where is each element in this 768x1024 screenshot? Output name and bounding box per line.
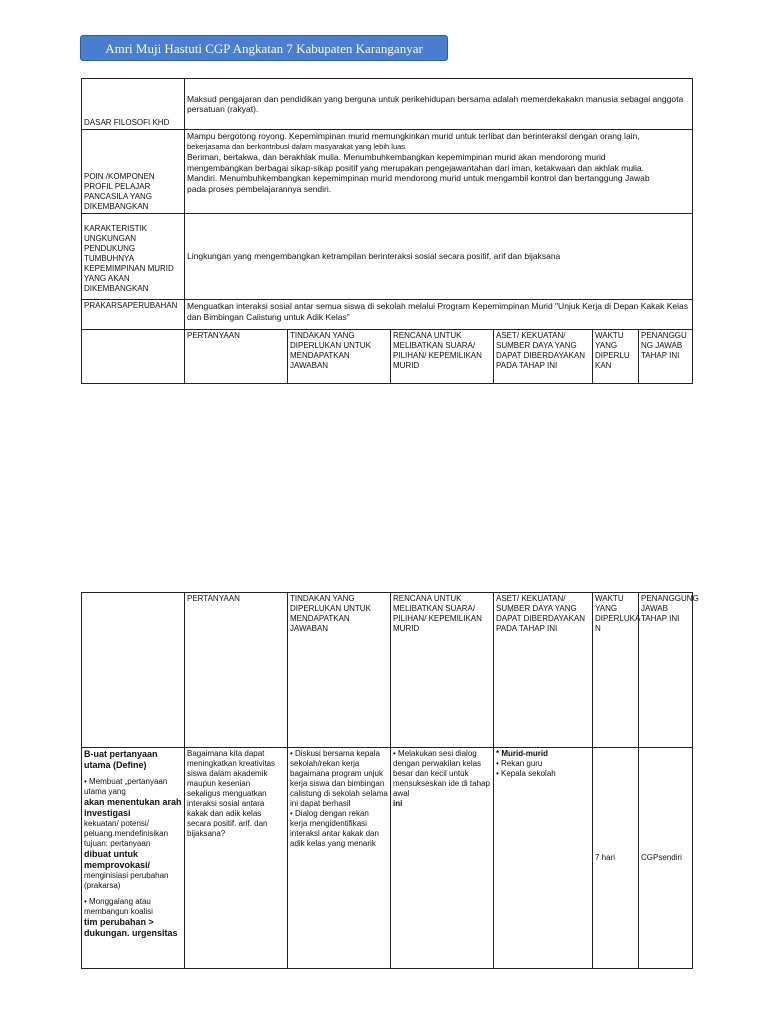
document-title-banner: Amri Muji Hastuti CGP Angkatan 7 Kabupaten Karanganyar <box>80 35 448 61</box>
dasar-filosofi-label: DASAR FILOSOFI KHD <box>82 79 185 130</box>
header-waktu: WAKTU YANG DIPERLU KAN <box>593 330 639 384</box>
header-aset: ASET/ KEKUATAN/ SUMBER DAYA YANG DAPAT DIBERDAYAKAN PADA TAHAP INI <box>494 330 593 384</box>
stage-bullet-2b: tim perubahan > dukungan. urgensitas <box>84 917 178 938</box>
penanggung-jawab-cell: CGPsendiri <box>639 748 693 969</box>
poin-line: Mandiri. Menumbuhkembangkan kepemimpinan murid mendorong murid untuk mengambil kontrol dan bertanggung Jawab <box>187 173 650 183</box>
stage-define-cell <box>82 748 185 969</box>
aset-item: * Murid-murid <box>496 749 548 758</box>
dasar-filosofi-text: Maksud pengajaran dan pendidikan yang berguna untuk perikehidupan bersama adalah memerdekakakn manusia sebagai anggota persatuan (rakyat). <box>185 79 693 130</box>
aset-item: • Kepala sekolah <box>496 769 556 778</box>
header-tindakan: TINDAKAN YANG DIPERLUKAN UNTUK MENDAPATKAN JAWABAN <box>288 330 391 384</box>
karakteristik-label: KARAKTERISTIK UNGKUNGAN PENDUKUNG TUMBUHNYA KEPEMIMPINAN MURID YANG AKAN DIKEMBANGKAN <box>82 214 185 300</box>
header-aset: ASET/ KEKUATAN/ SUMBER DAYA YANG DAPAT DIBERDAYAKAN PADA TAHAP INI <box>494 593 593 748</box>
pertanyaan-cell: Bagaimana kita dapat meningkatkan kreativitas siswa dalam akademik maupun kesenian sekaligus menguatkan interaksi sosial antara kakak dan adik kelas secara positif. arif. dan bijaksana? <box>185 748 288 969</box>
header-rencana: RENCANA UNTUK MELIBATKAN SUARA/ PILIHAN/ KEPEMILIKAN MURID <box>391 330 494 384</box>
poin-line: pada proses pembelajarannya sendiri. <box>187 183 332 194</box>
header-pertanyaan: PERTANYAAN <box>185 593 288 748</box>
rencana-text: • Melakukan sesi dialog dengan perwakilan kelas besar dan kecil untuk mensukseskan ide di tahap awal <box>393 749 490 798</box>
header-rencana: RENCANA UNTUK MELIBATKAN SUARA/ PILIHAN/ KEPEMILIKAN MURID <box>391 593 494 748</box>
poin-line: mengembangkan berbagai sikap-sikap positif yang merupakan pengejawantahan dari iman, ketakwaan dan akhlak mulia. <box>187 162 644 173</box>
poin-profil-text <box>185 130 693 214</box>
stage-bullet-1e: menginisiasi perubahan (prakarsa) <box>84 871 169 890</box>
waktu-cell: 7 hari <box>593 748 639 969</box>
planning-table-2 <box>81 592 699 969</box>
poin-profil-label: POIN /KOMPONEN PROFIL PELAJAR PANCASILA YANG DIKEMBANGKAN <box>82 130 185 214</box>
header-pertanyaan: PERTANYAAN <box>185 330 288 384</box>
karakteristik-text: Lingkungan yang mengembangkan ketrampilan berinteraksi sosial secara positif, arif dan bijaksana <box>185 214 693 300</box>
stage-bullet-1c: kekuatan/ potensi/ peluang.mendefinisikan tujuan: pertanyaan <box>84 819 169 848</box>
stage-bullet-2a: • Monggalang atau membangun koalisi <box>84 897 153 916</box>
rencana-text-end: ini <box>393 799 403 808</box>
header-tindakan: TINDAKAN YANG DIPERLUKAN UNTUK MENDAPATKAN JAWABAN <box>288 593 391 748</box>
header-waktu: WAKTU YANG DIPERLUKA N <box>593 593 639 748</box>
prakarsa-label: PRAKARSAPERUBAHAN <box>82 300 185 330</box>
header-penanggung-jawab: PENANGGUNG JAWAB TAHAP INI <box>639 593 693 748</box>
empty-cell <box>82 593 185 748</box>
tindakan-cell <box>288 748 391 969</box>
stage-bullet-1d: dibuat untuk memprovokasi/ <box>84 849 151 870</box>
stage-bullet-1a: • Membuat „pertanyaan utama yang <box>84 777 168 796</box>
empty-cell <box>82 330 185 384</box>
poin-line: Beriman, bertakwa, dan berakhlak mulia. Menumbuhkembangkan kepemimpinan murid akan mendorong murid <box>187 152 606 162</box>
poin-line: bekerjasama dan berkontribusl dalam masyarakat yang lebih luas. <box>187 141 408 151</box>
tindakan-item: • Dialog dengan rekan kerja mengidentifikasi interaksl antar kakak dan adik kelas yang menarik <box>290 809 379 848</box>
poin-line: Mampu bergotong royong. Kepemimpinan murid memungkinkan murid untuk terlibat dan berinteraksl dengan orang lain, <box>187 131 640 141</box>
aset-item: • Rekan guru <box>496 759 543 768</box>
header-penanggung-jawab: PENANGGU NG JAWAB TAHAP INI <box>639 330 693 384</box>
aset-cell <box>494 748 593 969</box>
prakarsa-text: Menguatkan interaksi sosial antar semua siswa di sekolah melalui Program Kepemimpinan Murid "Unjuk Kerja di Depan Kakak Kelas dan Bimbingan Calistung untuk Adik Kelas" <box>185 300 693 330</box>
rencana-cell <box>391 748 494 969</box>
stage-define-title: B-uat pertanyaan utama (Define) <box>84 749 158 770</box>
tindakan-item: • Diskusi bersama kepala sekolah/rekan kerja bagaimana program unjuk kerja siswa dan bimbingan calistung di sekolah selama ini dapat berhasil <box>290 749 388 808</box>
stage-bullet-1b: akan menentukan arah investigasi <box>84 797 182 818</box>
planning-table-1 <box>81 78 693 384</box>
